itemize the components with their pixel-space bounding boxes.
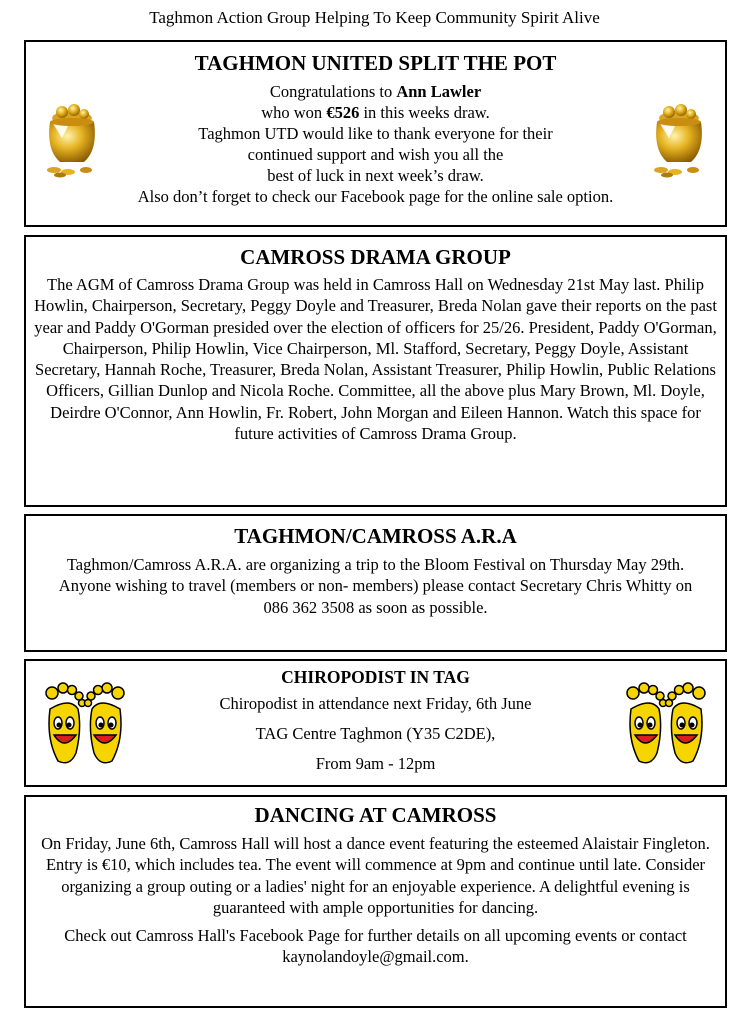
congrats-prefix: Congratulations to: [269, 82, 397, 101]
thanks-line: Taghmon UTD would like to thank everyone for their: [198, 124, 553, 143]
dancing-contact: Check out Camross Hall's Facebook Page for further details on all upcoming events or contact kaynolandoyle@gmail.com.: [64, 926, 687, 967]
won-prefix: who won: [261, 103, 327, 122]
facebook-line: Also don’t forget to check our Facebook page for the online sale option.: [137, 187, 614, 206]
won-line: [26, 102, 725, 123]
pot-of-gold-icon: [647, 98, 711, 178]
chiropodist-hours: From 9am - 12pm: [315, 754, 436, 773]
dancing-section: [24, 795, 727, 1008]
split-the-pot-section: [24, 40, 727, 227]
winner-name: Ann Lawler: [396, 82, 482, 101]
ara-title: TAGHMON/CAMROSS A.R.A: [234, 524, 517, 548]
split-the-pot-body: [26, 81, 725, 207]
ara-body: Taghmon/Camross A.R.A. are organizing a trip to the Bloom Festival on Thursday May 29th. Anyone wishing to travel (members or non- members) please contact Secretary Chris Whitty on 086 362 3508 as soon as possible.: [58, 555, 693, 617]
chiropodist-location: TAG Centre Taghmon (Y35 C2DE),: [255, 724, 496, 743]
chiropodist-title: CHIROPODIST IN TAG: [281, 667, 470, 687]
congrats-line: [26, 81, 725, 102]
chiropodist-attendance: Chiropodist in attendance next Friday, 6th June: [219, 694, 532, 713]
support-line: continued support and wish you all the: [247, 145, 504, 164]
dancing-body: On Friday, June 6th, Camross Hall will host a dance event featuring the esteemed Alaistair Fingleton. Entry is €10, which includes tea. The event will commence at 9pm and continue until late. Consider organizing a group outing or a ladies' night for an enjoyable experience. A delightful evening is guaranteed with ample opportunities for dancing.: [41, 834, 710, 917]
luck-line: best of luck in next week’s draw.: [267, 166, 484, 185]
page-header-tagline: Taghmon Action Group Helping To Keep Community Spirit Alive: [149, 8, 600, 27]
won-suffix: in this weeks draw.: [359, 103, 490, 122]
ara-section: [24, 514, 727, 652]
split-the-pot-title: TAGHMON UNITED SPLIT THE POT: [194, 51, 557, 75]
drama-group-title: CAMROSS DRAMA GROUP: [240, 245, 511, 269]
drama-group-body: The AGM of Camross Drama Group was held in Camross Hall on Wednesday 21st May last. Philip Howlin, Chairperson, Secretary, Peggy Doyle and Treasurer, Breda Nolan gave their reports on the past year and Paddy O'Gorman presided over the election of officers for 25/26. President, Paddy O'Gorman, Chairperson, Philip Howlin, Vice Chairperson, Ml. Stafford, Secretary, Peggy Doyle, Assistant Secretary, Hannah Roche, Treasurer, Breda Nolan, Assistant Treasurer, Philip Howlin, Public Relations Officers, Gillian Dunlop and Nicola Roche. Committee, all the above plus Mary Brown, Ml. Doyle, Deirdre O'Connor, Ann Howlin, Fr. Robert, John Morgan and Eileen Hannon. Watch this space for future activities of Camross Drama Group.: [34, 275, 717, 444]
dancing-title: DANCING AT CAMROSS: [254, 803, 497, 827]
prize-amount: €526: [326, 103, 360, 122]
chiropodist-section: [24, 659, 727, 787]
smiling-feet-icon: [621, 679, 711, 769]
pot-of-gold-icon: [40, 98, 104, 178]
smiling-feet-icon: [40, 679, 130, 769]
drama-group-section: [24, 235, 727, 507]
